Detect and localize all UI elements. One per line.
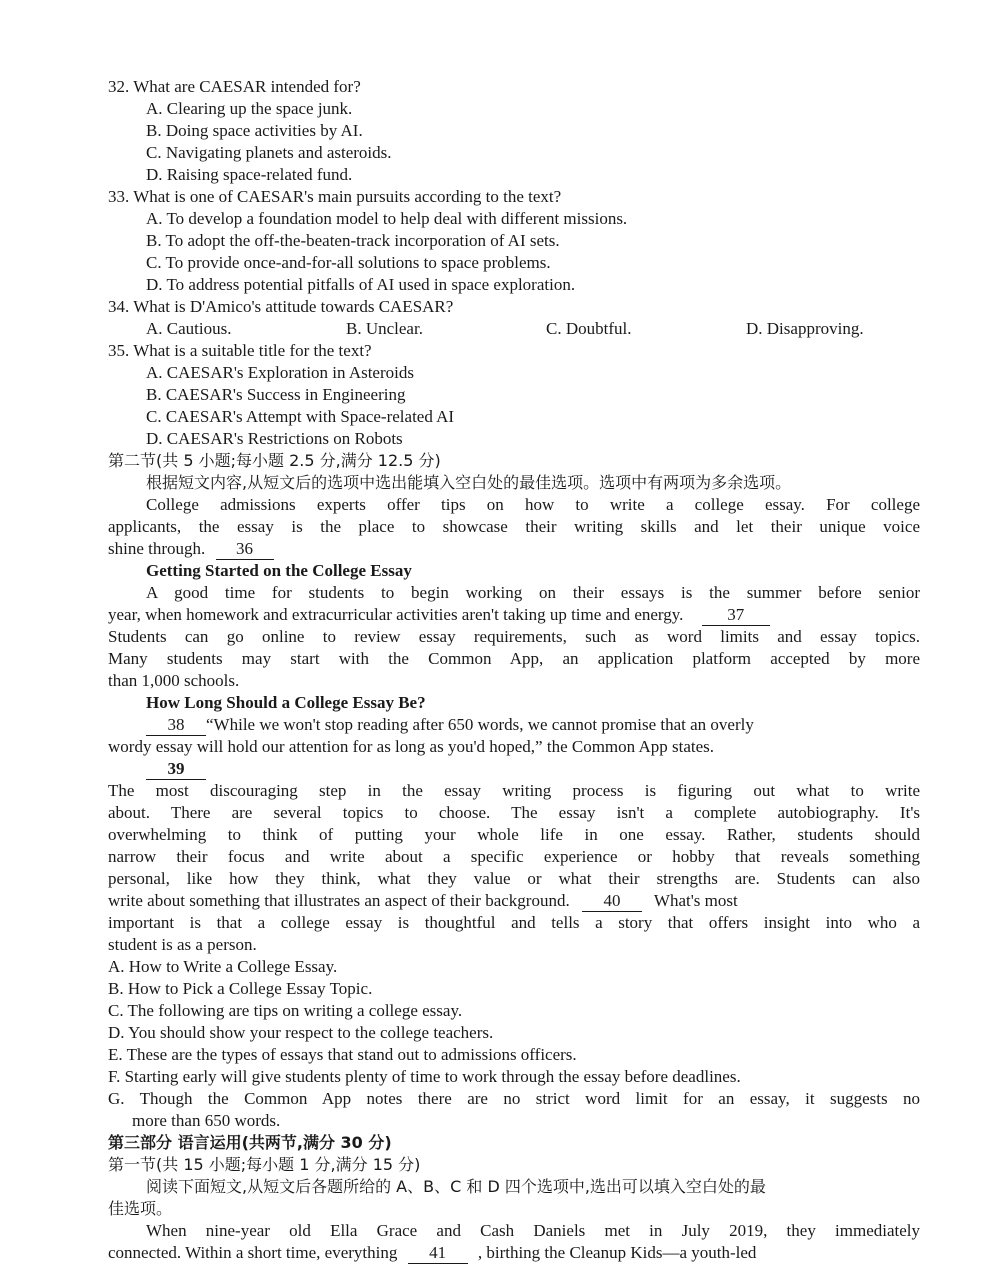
passage-p2-line1: A good time for students to begin working on their essays is the summer before senior	[146, 583, 920, 602]
passage-p3-line2: wordy essay will hold our attention for as long as you'd hoped,” the Common App states.	[108, 737, 715, 756]
cloze-p1-text-a: connected. Within a short time, everything	[108, 1243, 398, 1262]
blank-38: 38	[146, 715, 206, 736]
cloze-p1-text-b: , birthing the Cleanup Kids—a youth-led	[477, 1243, 757, 1262]
passage-p3-text: “While we won't stop reading after 650 words, we cannot promise that an overly	[206, 715, 754, 734]
question-32-option-a: A. Clearing up the space junk.	[146, 99, 353, 118]
question-35-stem: 35. What is a suitable title for the text?	[108, 341, 372, 360]
question-33-option-a: A. To develop a foundation model to help deal with different missions.	[146, 209, 628, 228]
section-2-header: 第二节(共 5 小题;每小题 2.5 分,满分 12.5 分)	[108, 451, 441, 470]
cloze-p1-line1: When nine-year old Ella Grace and Cash Daniels met in July 2019, they immediately	[146, 1221, 920, 1240]
question-34-option-c: C. Doubtful.	[546, 319, 632, 338]
heading-getting-started: Getting Started on the College Essay	[146, 561, 412, 580]
passage-p4-line2: about. There are several topics to choose. The essay isn't a complete autobiography. It's	[108, 803, 920, 822]
question-34-option-b: B. Unclear.	[346, 319, 423, 338]
passage-p4-line6	[108, 890, 920, 912]
part-3-header: 第三部分 语言运用(共两节,满分 30 分)	[108, 1133, 392, 1152]
passage-p2-line4: Many students may start with the Common App, an application platform accepted by more	[108, 649, 920, 668]
question-33-option-c: C. To provide once-and-for-all solutions to space problems.	[146, 253, 551, 272]
passage-p4-line4: narrow their focus and write about a specific experience or hobby that reveals something	[108, 847, 920, 866]
section-2-instruction: 根据短文内容,从短文后的选项中选出能填入空白处的最佳选项。选项中有两项为多余选项。	[146, 473, 792, 492]
question-33-option-b: B. To adopt the off-the-beaten-track incorporation of AI sets.	[146, 231, 560, 250]
blank-36: 36	[216, 539, 274, 560]
passage-p4-text-a: write about something that illustrates an aspect of their background.	[108, 891, 570, 910]
option-e: E. These are the types of essays that stand out to admissions officers.	[108, 1045, 577, 1064]
cloze-p1-line2	[108, 1242, 920, 1264]
question-35-option-d: D. CAESAR's Restrictions on Robots	[146, 429, 403, 448]
heading-how-long: How Long Should a College Essay Be?	[146, 693, 426, 712]
option-c: C. The following are tips on writing a college essay.	[108, 1001, 463, 1020]
question-32-option-c: C. Navigating planets and asteroids.	[146, 143, 392, 162]
passage-p1-line1: College admissions experts offer tips on how to write a college essay. For college	[146, 495, 920, 514]
passage-p1-text: shine through.	[108, 539, 206, 558]
passage-p2-text: year, when homework and extracurricular activities aren't taking up time and energy.	[108, 605, 684, 624]
option-f: F. Starting early will give students plenty of time to work through the essay before deadlines.	[108, 1067, 741, 1086]
option-a: A. How to Write a College Essay.	[108, 957, 338, 976]
part-3-instruction-line2: 佳选项。	[108, 1199, 173, 1218]
passage-p2-line5: than 1,000 schools.	[108, 671, 240, 690]
part-3-section-1-header: 第一节(共 15 小题;每小题 1 分,满分 15 分)	[108, 1155, 421, 1174]
passage-p4-line1: The most discouraging step in the essay writing process is figuring out what to write	[108, 781, 920, 800]
passage-p3-line1	[146, 714, 920, 736]
blank-41: 41	[408, 1243, 468, 1264]
question-32-option-d: D. Raising space-related fund.	[146, 165, 353, 184]
option-b: B. How to Pick a College Essay Topic.	[108, 979, 373, 998]
blank-39: 39	[146, 759, 206, 780]
passage-p1-line3	[108, 538, 920, 560]
question-35-option-b: B. CAESAR's Success in Engineering	[146, 385, 406, 404]
blank-37: 37	[702, 605, 770, 626]
passage-blank-39-line	[146, 758, 920, 780]
question-32-option-b: B. Doing space activities by AI.	[146, 121, 363, 140]
blank-40: 40	[582, 891, 642, 912]
passage-p4-line8: student is as a person.	[108, 935, 257, 954]
question-35-option-a: A. CAESAR's Exploration in Asteroids	[146, 363, 414, 382]
question-34-stem: 34. What is D'Amico's attitude towards CAESAR?	[108, 297, 454, 316]
option-g-line1: G. Though the Common App notes there are no strict word limit for an essay, it suggests no	[108, 1089, 920, 1108]
option-g-line2: more than 650 words.	[132, 1111, 281, 1130]
passage-p4-line5: personal, like how they think, what they value or what their strengths are. Students can also	[108, 869, 920, 888]
passage-p4-line3: overwhelming to think of putting your whole life in one essay. Rather, students should	[108, 825, 920, 844]
passage-p1-line2: applicants, the essay is the place to showcase their writing skills and let their unique voice	[108, 517, 920, 536]
question-35-option-c: C. CAESAR's Attempt with Space-related AI	[146, 407, 455, 426]
part-3-instruction-line1: 阅读下面短文,从短文后各题所给的 A、B、C 和 D 四个选项中,选出可以填入空白处的最	[146, 1177, 766, 1196]
question-34-option-a: A. Cautious.	[146, 319, 232, 338]
question-33-option-d: D. To address potential pitfalls of AI used in space exploration.	[146, 275, 576, 294]
passage-p4-text-b: What's most	[653, 891, 738, 910]
passage-p4-line7: important is that a college essay is thoughtful and tells a story that offers insight into who a	[108, 913, 920, 932]
passage-p2-line2	[108, 604, 920, 626]
question-32-stem: 32. What are CAESAR intended for?	[108, 77, 361, 96]
question-34-option-d: D. Disapproving.	[746, 319, 864, 338]
passage-p2-line3: Students can go online to review essay requirements, such as word limits and essay topics.	[108, 627, 920, 646]
option-d: D. You should show your respect to the college teachers.	[108, 1023, 494, 1042]
question-33-stem: 33. What is one of CAESAR's main pursuits according to the text?	[108, 187, 562, 206]
